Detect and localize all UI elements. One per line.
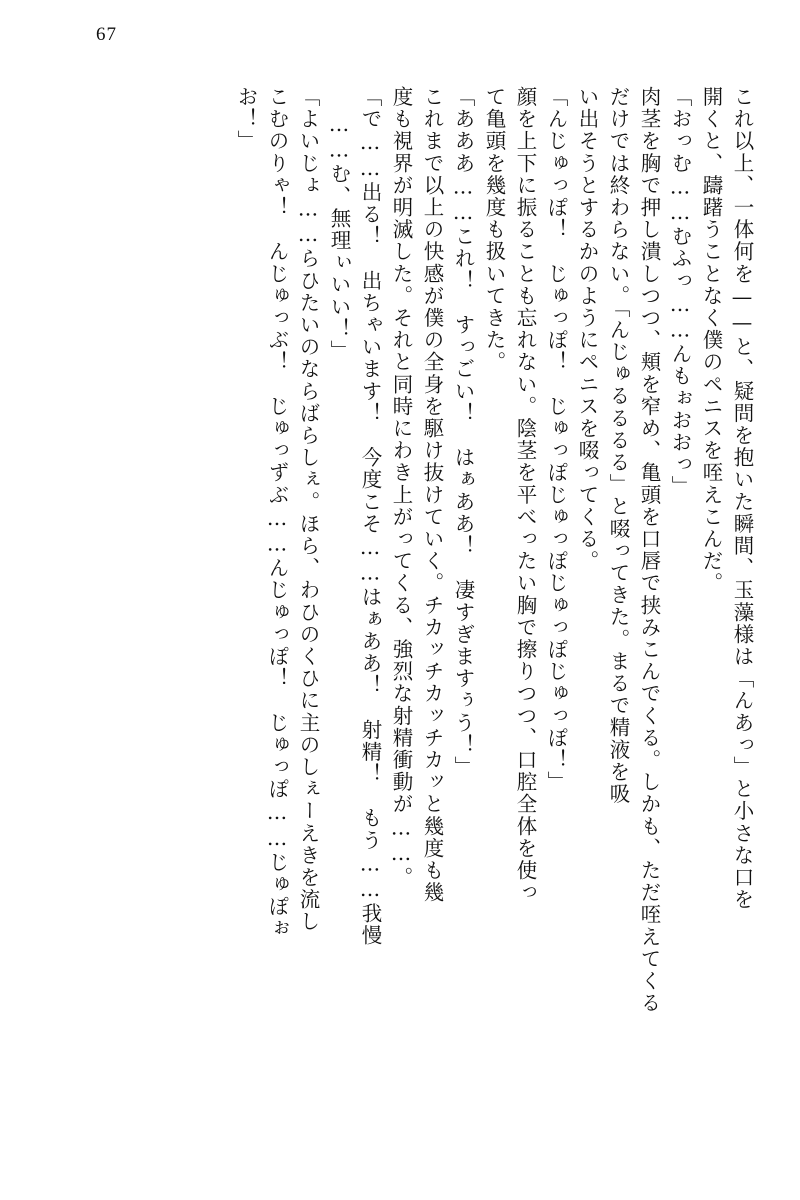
text-line: 「んじゅっぽ！ じゅっぽ！ じゅっぽじゅっぽじゅっぽじゅっぽ！」 <box>544 86 568 794</box>
text-line: 肉茎を胸で押し潰しつつ、頬を窄め、亀頭を口唇で挟みこんでくる。しかも、ただ咥えてくる <box>637 86 661 1015</box>
text-line: これまで以上の快感が僕の全身を駆け抜けていく。チカッチカッチカッと幾度も幾 <box>420 86 444 904</box>
text-line: て亀頭を幾度も扱いてきた。 <box>482 86 506 374</box>
text-line: だけでは終わらない。「んじゅるるるる」と啜ってきた。まるで精液を吸 <box>606 86 630 806</box>
text-line: こむのりゃ！ んじゅっぶ！ じゅっずぶ……んじゅっぽ！ じゅっぽ……じゅぽぉ <box>265 86 289 940</box>
vertical-text-body <box>52 86 752 1156</box>
text-line: これ以上、一体何を——と、疑問を抱いた瞬間、玉藻様は「んあっ」と小さな口を <box>730 86 754 911</box>
page-number: 67 <box>96 24 117 45</box>
text-line: 「あああ……これ！ すっごい！ はぁああ！ 凄すぎますぅう！」 <box>451 86 475 779</box>
text-line: 顔を上下に振ることも忘れない。陰茎を平べったい胸で擦りつつ、口腔全体を使っ <box>513 86 537 904</box>
text-line: ……む、無理ぃいい！」 <box>327 112 351 363</box>
text-line: い出そうとするかのようにペニスを啜ってくる。 <box>575 86 599 573</box>
text-line: 「よいじょ……らひたいのならばらしぇ。ほら、わひのくひに主のしぇーえきを流し <box>296 86 320 933</box>
text-line: お！」 <box>234 86 258 153</box>
text-line: 「で……出る！ 出ちゃいます！ 今度こそ……はぁああ！ 射精！ もう……我慢 <box>358 86 382 947</box>
text-line: 度も視界が明滅した。それと同時にわき上がってくる、強烈な射精衝動が……。 <box>389 86 413 889</box>
text-line: 開くと、躊躇うことなく僕のペニスを咥えこんだ。 <box>699 86 723 595</box>
text-line: 「おっむ……むふっ……んもぉおおっ」 <box>668 86 692 498</box>
